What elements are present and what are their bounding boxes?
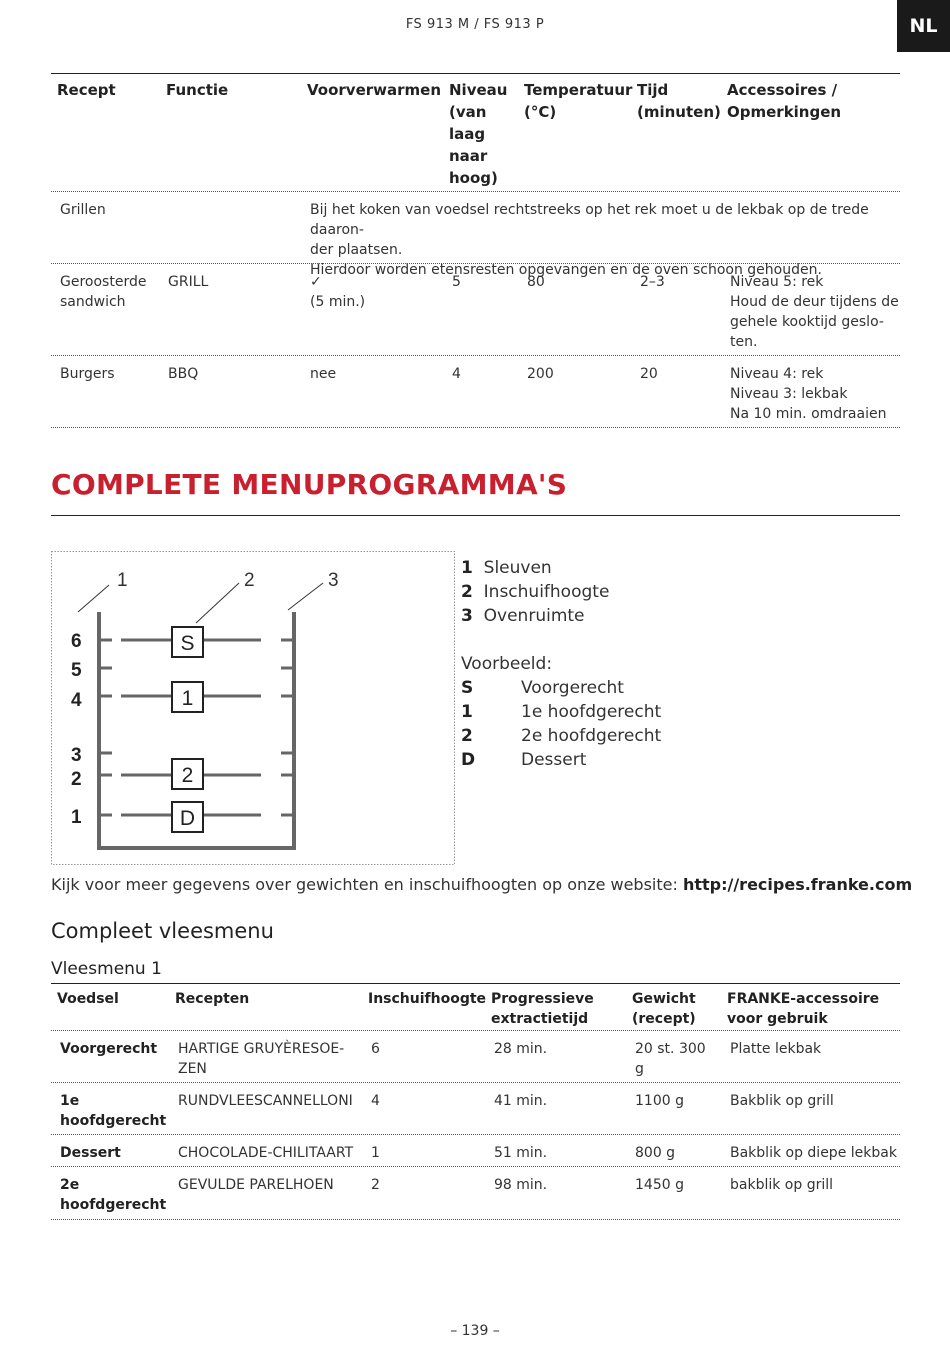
table2-row-tijd: 51 min. bbox=[494, 1145, 548, 1161]
example-item: D Dessert bbox=[461, 750, 587, 770]
legend-item: 1 Sleuven bbox=[461, 558, 552, 578]
section-heading: COMPLETE MENUPROGRAMMA'S bbox=[51, 468, 568, 501]
table2-header-gewicht: Gewicht (recept) bbox=[632, 991, 696, 1027]
level-label-5: 5 bbox=[71, 660, 82, 681]
table2-row-gewicht: 1450 g bbox=[635, 1177, 684, 1193]
table2-row-voedsel: Dessert bbox=[60, 1145, 121, 1161]
table1-row-accessoires: Niveau 4: rek Niveau 3: lekbak Na 10 min. omdraaien bbox=[730, 366, 887, 422]
table2-row-accessoire: bakblik op grill bbox=[730, 1177, 834, 1193]
legend-item: 3 Ovenruimte bbox=[461, 606, 585, 626]
example-item: S Voorgerecht bbox=[461, 678, 624, 698]
callout-leader-2 bbox=[196, 583, 239, 623]
dish-label-s: S bbox=[180, 632, 195, 655]
table1-header-functie: Functie bbox=[166, 81, 229, 99]
table2-row-hoogte: 1 bbox=[371, 1145, 380, 1161]
table1-row-niveau: 4 bbox=[452, 366, 461, 382]
callout-leader-1 bbox=[78, 585, 109, 612]
table2-row-voedsel: 1e hoofdgerecht bbox=[60, 1093, 167, 1129]
table1-grillen-recept: Grillen bbox=[60, 202, 106, 218]
dish-label-2: 2 bbox=[181, 764, 194, 787]
heading-rule bbox=[51, 515, 900, 516]
table2-row-tijd: 28 min. bbox=[494, 1041, 548, 1057]
callout-label-3: 3 bbox=[328, 570, 339, 591]
callout-label-2: 2 bbox=[244, 570, 255, 591]
example-title: Voorbeeld: bbox=[461, 654, 553, 674]
example-item: 1 1e hoofdgerecht bbox=[461, 702, 662, 722]
sub-title: Vleesmenu 1 bbox=[51, 959, 162, 979]
menu-title: Compleet vleesmenu bbox=[51, 919, 274, 943]
legend-item: 2 Inschuifhoogte bbox=[461, 582, 610, 602]
table2-row-gewicht: 1100 g bbox=[635, 1093, 684, 1109]
table2-bottom-rule bbox=[51, 1219, 900, 1220]
table1-row-functie: BBQ bbox=[168, 366, 199, 382]
example-item: 2 2e hoofdgerecht bbox=[461, 726, 662, 746]
table2-divider bbox=[51, 1134, 900, 1135]
table2-top-rule bbox=[51, 983, 900, 984]
level-label-4: 4 bbox=[71, 690, 82, 711]
table2-header-extractietijd: Progressieve extractietijd bbox=[491, 991, 594, 1027]
website-link[interactable]: http://recipes.franke.com bbox=[682, 875, 913, 894]
table1-row-recept: Geroosterde sandwich bbox=[60, 274, 147, 310]
model-name: FS 913 M / FS 913 P bbox=[405, 17, 545, 32]
diagram-frame bbox=[52, 552, 455, 865]
table1-row-temp: 200 bbox=[527, 366, 554, 382]
table2-header-accessoire: FRANKE-accessoire voor gebruik bbox=[727, 991, 880, 1027]
table2-row-gewicht: 20 st. 300 g bbox=[635, 1041, 706, 1077]
level-label-2: 2 bbox=[71, 769, 82, 790]
table2-row-voedsel: Voorgerecht bbox=[60, 1041, 158, 1057]
table1-row-temp: 80 bbox=[527, 274, 545, 290]
table1-bottom-rule bbox=[51, 427, 900, 428]
table2-row-accessoire: Bakblik op diepe lekbak bbox=[730, 1145, 897, 1161]
table1-row-recept: Burgers bbox=[60, 366, 115, 382]
table1-header-tijd: Tijd (minuten) bbox=[637, 81, 721, 121]
table1-divider bbox=[51, 191, 900, 192]
table2-divider bbox=[51, 1166, 900, 1167]
level-label-3: 3 bbox=[71, 745, 82, 766]
table2-row-accessoire: Bakblik op grill bbox=[730, 1093, 834, 1109]
table2-row-voedsel: 2e hoofdgerecht bbox=[60, 1177, 167, 1213]
table1-top-rule bbox=[51, 73, 900, 74]
table2-row-accessoire: Platte lekbak bbox=[730, 1041, 822, 1057]
table2-row-tijd: 41 min. bbox=[494, 1093, 548, 1109]
dish-label-d: D bbox=[179, 807, 196, 830]
table1-row-tijd: 20 bbox=[640, 366, 658, 382]
website-info: Kijk voor meer gegevens over gewichten en inschuifhoogten op onze website: http://recipes.franke.com bbox=[51, 875, 913, 894]
oven-diagram bbox=[51, 551, 455, 865]
table1-header-accessoires: Accessoires / Opmerkingen bbox=[727, 81, 842, 121]
dish-label-1: 1 bbox=[181, 687, 194, 710]
table1-row-voorverwarmen: nee bbox=[310, 366, 337, 382]
table2-row-recept: CHOCOLADE-CHILITAART bbox=[178, 1145, 354, 1161]
table1-header-niveau: Niveau (van laag naar hoog) bbox=[449, 81, 508, 187]
table2-divider bbox=[51, 1030, 900, 1031]
callout-label-1: 1 bbox=[117, 570, 128, 591]
table1-divider bbox=[51, 355, 900, 356]
table2-row-recept: RUNDVLEESCANNELLONI bbox=[178, 1093, 353, 1109]
table2-row-recept: HARTIGE GRUYÈRESOE- ZEN bbox=[178, 1041, 345, 1077]
table2-row-recept: GEVULDE PARELHOEN bbox=[178, 1177, 334, 1193]
table1-grillen-note: Bij het koken van voedsel rechtstreeks op het rek moet u de lekbak op de trede daaron- der plaatsen. Hierdoor worden etensresten opgevangen en de oven schoon gehouden. bbox=[310, 202, 869, 278]
language-badge: NL bbox=[897, 0, 950, 52]
table1-divider bbox=[51, 263, 900, 264]
table1-header-recept: Recept bbox=[57, 81, 116, 99]
table2-header-recepten: Recepten bbox=[175, 991, 250, 1007]
table1-row-tijd: 2–3 bbox=[640, 274, 665, 290]
table2-divider bbox=[51, 1082, 900, 1083]
callout-leader-3 bbox=[288, 583, 323, 610]
table2-row-gewicht: 800 g bbox=[635, 1145, 676, 1161]
page-number: – 139 – bbox=[450, 1323, 500, 1339]
table2-header-voedsel: Voedsel bbox=[57, 991, 119, 1007]
table2-row-hoogte: 6 bbox=[371, 1041, 380, 1057]
table2-row-hoogte: 2 bbox=[371, 1177, 380, 1193]
table1-header-temperatuur: Temperatuur (°C) bbox=[524, 81, 633, 121]
table1-row-niveau: 5 bbox=[452, 274, 461, 290]
table2-row-hoogte: 4 bbox=[371, 1093, 380, 1109]
level-label-1: 1 bbox=[71, 807, 82, 828]
diagram-legend bbox=[461, 556, 661, 772]
table1-row-functie: GRILL bbox=[168, 274, 209, 290]
table1-row-voorverwarmen: ✓ (5 min.) bbox=[310, 274, 366, 310]
table1-row-accessoires: Niveau 5: rek Houd de deur tijdens de gehele kooktijd geslo- ten. bbox=[730, 274, 899, 350]
level-label-6: 6 bbox=[71, 631, 82, 652]
table2-row-tijd: 98 min. bbox=[494, 1177, 548, 1193]
check-icon: ✓ bbox=[310, 274, 322, 290]
table2-header-inschuifhoogte: Inschuifhoogte bbox=[368, 991, 487, 1007]
table1-header-voorverwarmen: Voorverwarmen bbox=[307, 81, 442, 99]
